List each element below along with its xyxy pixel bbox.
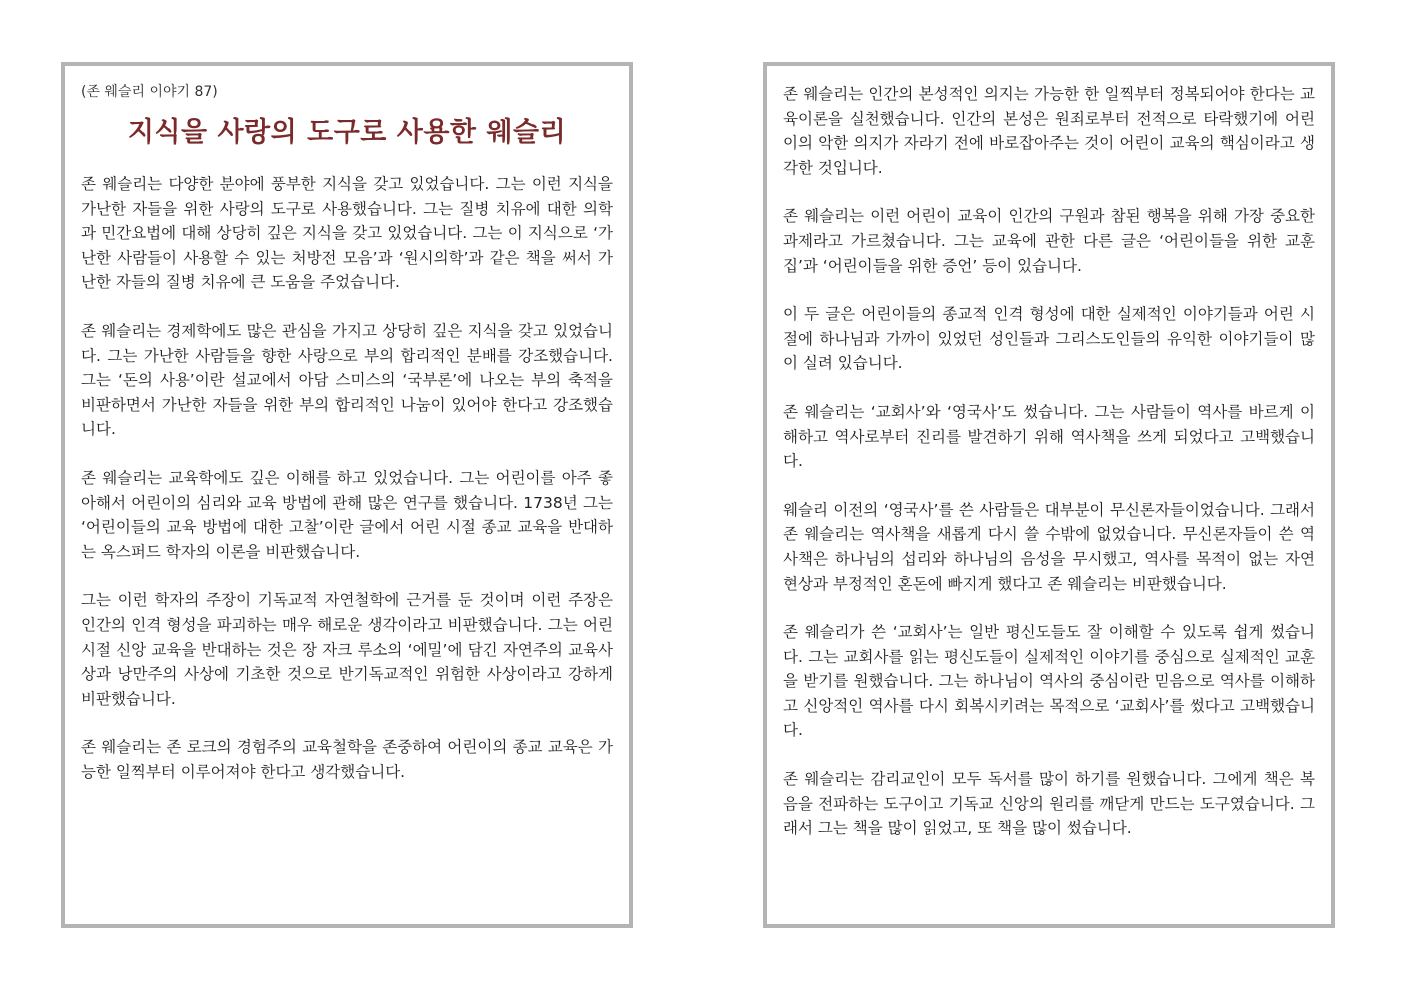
paragraph: 존 웨슬리는 인간의 본성적인 의지는 가능한 한 일찍부터 정복되어야 한다는 교육이론을 실천했습니다. 인간의 본성은 원죄로부터 전적으로 타락했기에 어린이의 악한 의지가 자라기 전에 바로잡아주는 것이 어린이 교육의 핵심이라고 생각한 것입니다. (783, 85, 1315, 177)
paragraph: 존 웨슬리는 경제학에도 많은 관심을 가지고 상당히 깊은 지식을 갖고 있었습니다. 그는 가난한 사람들을 향한 사랑으로 부의 합리적인 분배를 강조했습니다. 그는 ‘돈의 사용’이란 설교에서 아담 스미스의 ‘국부론’에 나오는 부의 축적을 비판하면서 가난한 자들을 위한 부의 합리적인 나눔이 있어야 한다고 강조했습니다. (81, 321, 613, 439)
paragraph: 웨슬리 이전의 ‘영국사’를 쓴 사람들은 대부분이 무신론자들이었습니다. 그래서 존 웨슬리는 역사책을 새롭게 다시 쓸 수밖에 없었습니다. 무신론자들이 쓴 역사책은 하나님의 섭리와 하나님의 음성을 무시했고, 역사를 목적이 없는 자연 현상과 부정적인 혼돈에 빠지게 했다고 존 웨슬리는 비판했습니다. (783, 500, 1315, 593)
left-page (61, 62, 633, 928)
paragraph: 존 웨슬리는 이런 어린이 교육이 인간의 구원과 참된 행복을 위해 가장 중요한 과제라고 가르쳤습니다. 그는 교육에 관한 다른 글은 ‘어린이들을 위한 교훈집’과 ‘어린이들을 위한 증언’ 등이 있습니다. (783, 207, 1315, 275)
paragraph: 존 웨슬리는 감리교인이 모두 독서를 많이 하기를 원했습니다. 그에게 책은 복음을 전파하는 도구이고 기독교 신앙의 원리를 깨닫게 만드는 도구였습니다. 그래서 그는 책을 많이 읽었고, 또 책을 많이 썼습니다. (783, 770, 1315, 838)
paragraph: 존 웨슬리는 교육학에도 깊은 이해를 하고 있었습니다. 그는 어린이를 아주 좋아해서 어린이의 심리와 교육 방법에 관해 많은 연구를 했습니다. 1738년 그는 ‘어린이들의 교육 방법에 대한 고찰’이란 글에서 어린 시절 종교 교육을 반대하는 옥스퍼드 학자의 이론을 비판했습니다. (81, 468, 613, 561)
right-page (763, 62, 1335, 928)
page-title: 지식을 사랑의 도구로 사용한 웨슬리 (127, 117, 567, 148)
paragraph: 존 웨슬리는 존 로크의 경험주의 교육철학을 존중하여 어린이의 종교 교육은 가능한 일찍부터 이루어져야 한다고 생각했습니다. (81, 738, 613, 781)
paragraph: 존 웨슬리는 ‘교회사’와 ‘영국사’도 썼습니다. 그는 사람들이 역사를 바르게 이해하고 역사로부터 진리를 발견하기 위해 역사책을 쓰게 되었다고 고백했습니다. (783, 402, 1315, 471)
paragraph: 그는 이런 학자의 주장이 기독교적 자연철학에 근거를 둔 것이며 이런 주장은 인간의 인격 형성을 파괴하는 매우 해로운 생각이라고 비판했습니다. 그는 어린 시절 신앙 교육을 반대하는 것은 장 자크 루소의 ‘에밀’에 담긴 자연주의 교육사상과 낭만주의 사상에 기초한 것으로 반기독교적인 위험한 사상이라고 강하게 비판했습니다. (81, 591, 613, 708)
paragraph: 존 웨슬리는 다양한 분야에 풍부한 지식을 갖고 있었습니다. 그는 이런 지식을 가난한 자들을 위한 사랑의 도구로 사용했습니다. 그는 질병 치유에 대한 의학과 민간요법에 대해 상당히 깊은 지식을 갖고 있었습니다. 그는 이 지식으로 ‘가난한 사람들이 사용할 수 있는 처방전 모음’과 ‘원시의학’과 같은 책을 써서 가난한 자들의 질병 치유에 큰 도움을 주었습니다. (81, 175, 613, 292)
series-label: (존 웨슬리 이야기 87) (81, 84, 218, 100)
paragraph: 이 두 글은 어린이들의 종교적 인격 형성에 대한 실제적인 이야기들과 어린 시절에 하나님과 가까이 있었던 성인들과 그리스도인들의 유익한 이야기들이 많이 실려 있습니다. (783, 305, 1315, 373)
paragraph: 존 웨슬리가 쓴 ‘교회사’는 일반 평신도들도 잘 이해할 수 있도록 쉽게 썼습니다. 그는 교회사를 읽는 평신도들이 실제적인 이야기를 중심으로 실제적인 교훈을 받기를 원했습니다. 그는 하나님이 역사의 중심이란 믿음으로 역사를 이해하고 신앙적인 역사를 다시 회복시키려는 목적으로 ‘교회사’를 썼다고 고백했습니다. (783, 623, 1315, 740)
